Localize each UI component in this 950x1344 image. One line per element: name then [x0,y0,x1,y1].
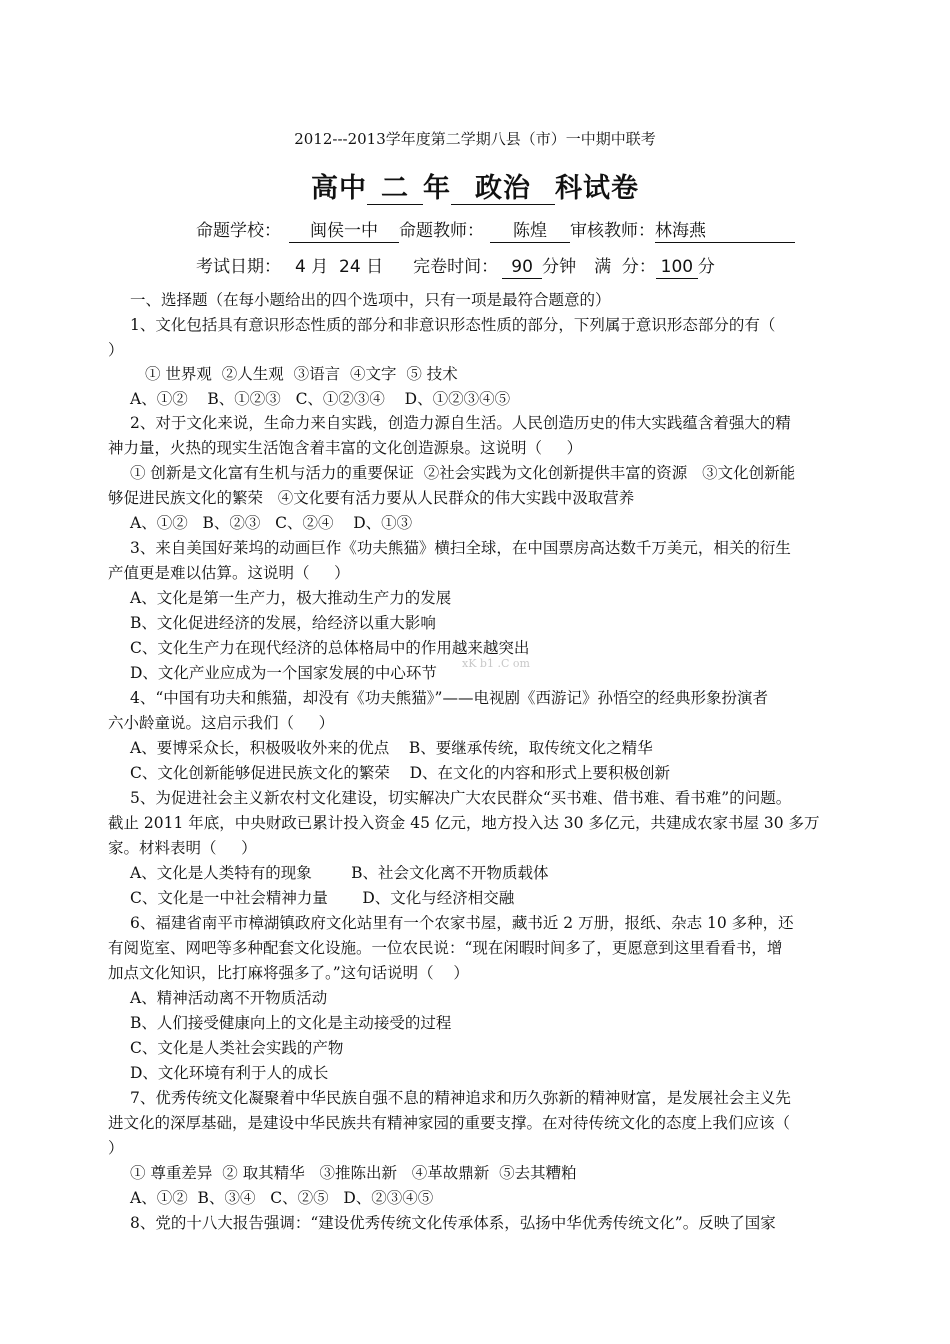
body-line: 3、来自美国好莱坞的动画巨作《功夫熊猫》横扫全球，在中国票房高达数千万美元，相关的衍生 [130,539,791,557]
body-line: 有阅览室、网吧等多种配套文化设施。一位农民说：“现在闲暇时间多了，更愿意到这里看看书，增 [108,939,783,957]
body-line: 产值更是难以估算。这说明（ ） [108,564,350,582]
body-line: 5、为促进社会主义新农村文化建设，切实解决广大农民群众“买书难、借书难、看书难”的问题。 [130,789,792,807]
teacher-field: 陈煌 [490,222,570,243]
body-line: ① 世界观 ②人生观 ③语言 ④文字 ⑤ 技术 [145,365,458,383]
teacher-label: 命题教师： [399,221,484,241]
body-line: 4、“中国有功夫和熊猫，却没有《功夫熊猫》”——电视剧《西游记》孙悟空的经典形象扮演者 [130,689,768,707]
body-line: D、文化环境有利于人的成长 [130,1064,329,1082]
body-line: 1、文化包括具有意识形态性质的部分和非意识形态性质的部分，下列属于意识形态部分的有（ [130,316,776,334]
body-line: ① 尊重差异 ② 取其精华 ③推陈出新 ④革故鼎新 ⑤去其糟粕 [130,1164,577,1182]
grade-field: 二 [367,173,423,205]
date-label: 考试日期： [196,257,281,277]
watermark-text: xK b1 .C om [462,657,530,670]
body-line: B、文化促进经济的发展，给经济以重大影响 [130,614,436,632]
body-line: 加点文化知识，比打麻将强多了。”这句话说明（ ） [108,964,469,982]
score-unit: 分 [697,257,715,277]
body-line: ） [108,341,124,359]
time-label: 完卷时间： [413,257,499,277]
subject-line-suffix: 科试卷 [555,173,639,204]
reviewer-field: 林海燕 [655,222,795,243]
body-line: 神力量，火热的现实生活饱含着丰富的文化创造源泉。这说明（ ） [108,439,583,457]
time-value: 90 [502,258,542,279]
author-line [196,216,795,243]
subject-line [0,166,950,205]
subject-field: 政治 [451,173,555,205]
school-field: 闽侯一中 [289,222,399,243]
score-label: 满 分： [594,257,656,277]
body-line: 一、选择题（在每小题给出的四个选项中，只有一项是最符合题意的） [130,291,611,309]
exam-date: 4 月 24 日 [295,257,384,277]
time-unit: 分钟 [542,257,577,277]
body-line: A、①② B、②③ C、②④ D、①③ [130,514,413,532]
body-line: 2、对于文化来说，生命力来自实践，创造力源自生活。人民创造历史的伟大实践蕴含着强大的精 [130,414,791,432]
body-line: 够促进民族文化的繁荣 ④文化要有活力要从人民群众的伟大实践中汲取营养 [108,489,635,507]
subject-line-year: 年 [423,173,451,204]
subject-line-prefix: 高中 [311,173,367,204]
body-line: 家。材料表明（ ） [108,839,257,857]
body-line: 8、党的十八大报告强调：“建设优秀传统文化传承体系，弘扬中华优秀传统文化”。反映了国家 [130,1214,776,1232]
body-line: D、文化产业应成为一个国家发展的中心环节 [130,664,437,682]
body-line: A、文化是第一生产力，极大推动生产力的发展 [130,589,452,607]
score-value: 100 [656,258,698,279]
body-line: 进文化的深厚基础，是建设中华民族共有精神家园的重要支撑。在对待传统文化的态度上我们应该（ [108,1114,791,1132]
body-line: A、文化是人类特有的现象 B、社会文化离不开物质载体 [130,864,549,882]
body-line: 7、优秀传统文化凝聚着中华民族自强不息的精神追求和历久弥新的精神财富，是发展社会主义先 [130,1089,791,1107]
body-line: A、①② B、①②③ C、①②③④ D、①②③④⑤ [130,390,511,408]
body-line: A、①② B、③④ C、②⑤ D、②③④⑤ [130,1189,434,1207]
body-line: C、文化是一中社会精神力量 D、文化与经济相交融 [130,889,515,907]
school-label: 命题学校： [196,221,281,241]
body-line: ） [108,1139,124,1157]
body-line: C、文化创新能够促进民族文化的繁荣 D、在文化的内容和形式上要积极创新 [130,764,670,782]
body-line: 截止 2011 年底，中央财政已累计投入资金 45 亿元，地方投入达 30 多亿元，共建成农家书屋 30 多万 [108,814,820,832]
body-line: C、文化是人类社会实践的产物 [130,1039,344,1057]
body-line: 六小龄童说。这启示我们（ ） [108,714,335,732]
body-line: B、人们接受健康向上的文化是主动接受的过程 [130,1014,452,1032]
body-line: C、文化生产力在现代经济的总体格局中的作用越来越突出 [130,639,530,657]
reviewer-label: 审核教师： [570,221,655,241]
exam-title: 2012---2013学年度第二学期八县（市）一中期中联考 [294,130,656,148]
body-line: A、要博采众长，积极吸收外来的优点 B、要继承传统，取传统文化之精华 [130,739,653,757]
body-line: 6、福建省南平市樟湖镇政府文化站里有一个农家书屋，藏书近 2 万册，报纸、杂志 10 多种，还 [130,914,794,932]
body-line: ① 创新是文化富有生机与活力的重要保证 ②社会实践为文化创新提供丰富的资源 ③文化创新能 [130,464,796,482]
body-line: A、精神活动离不开物质活动 [130,989,328,1007]
exam-info-line [196,252,715,279]
